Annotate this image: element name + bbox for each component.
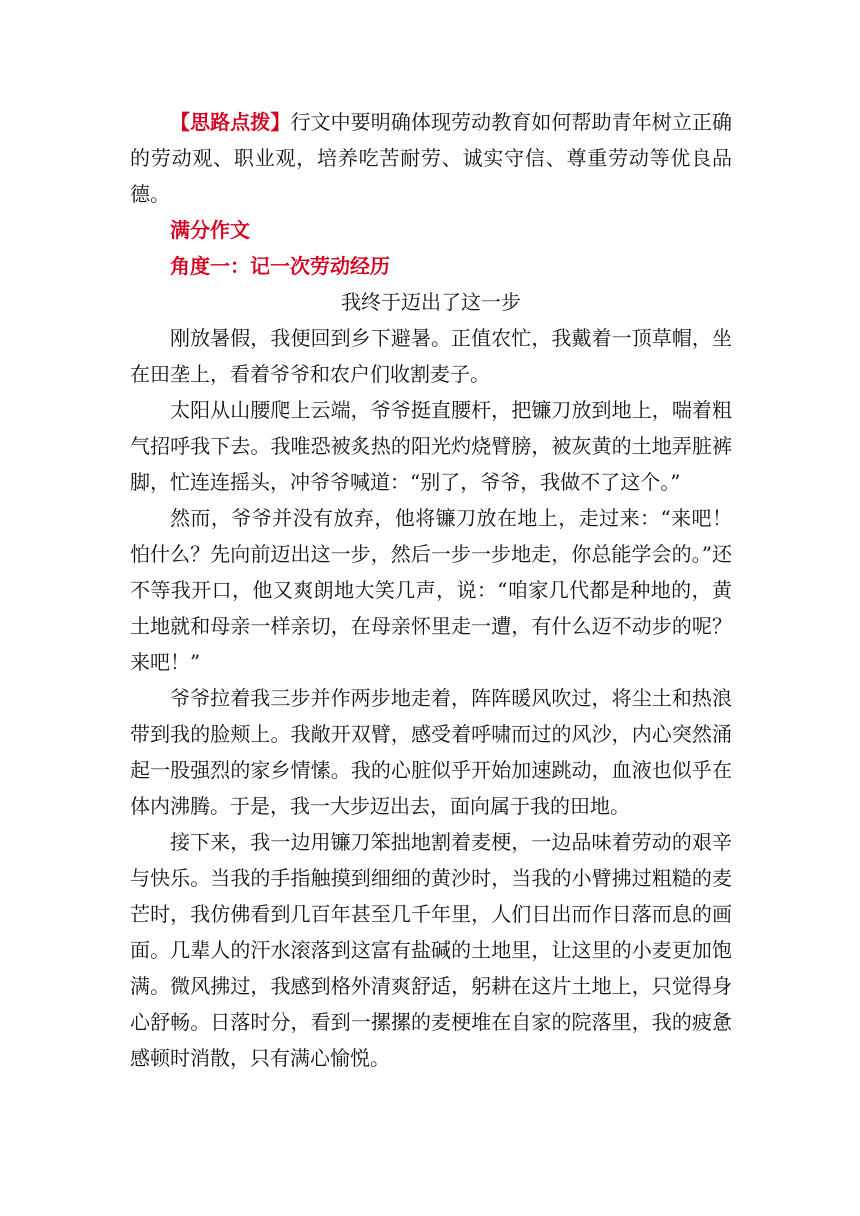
hint-paragraph xyxy=(130,104,732,212)
hint-text: 行文中要明确体现劳动教育如何帮助青年树立正确的劳动观、职业观，培养吃苦耐劳、诚实守信、尊重劳动等优良品德。 xyxy=(130,110,733,206)
essay-paragraph-1: 刚放暑假，我便回到乡下避暑。正值农忙，我戴着一顶草帽，坐在田垄上，看着爷爷和农户们收割麦子。 xyxy=(130,326,732,386)
essay-title: 我终于迈出了这一步 xyxy=(341,290,521,314)
essay-paragraph-3: 然而，爷爷并没有放弃，他将镰刀放在地上，走过来：“来吧！怕什么？先向前迈出这一步，然后一步一步地走，你总能学会的。”还不等我开口，他又爽朗地大笑几声，说：“咱家几代都是种地的，黄土地就和母亲一样亲切，在母亲怀里走一遭，有什么迈不动步的呢？来吧！” xyxy=(130,506,732,674)
section-heading: 满分作文 xyxy=(170,218,250,242)
essay-paragraph-4: 爷爷拉着我三步并作两步地走着，阵阵暖风吹过，将尘土和热浪带到我的脸颊上。我敞开双臂，感受着呼啸而过的风沙，内心突然涌起一股强烈的家乡情愫。我的心脏似乎开始加速跳动，血液也似乎在体内沸腾。于是，我一大步迈出去，面向属于我的田地。 xyxy=(130,686,732,818)
hint-label: 【思路点拨】 xyxy=(170,110,291,134)
essay-paragraph-5: 接下来，我一边用镰刀笨拙地割着麦梗，一边品味着劳动的艰辛与快乐。当我的手指触摸到细细的黄沙时，当我的小臂拂过粗糙的麦芒时，我仿佛看到几百年甚至几千年里，人们日出而作日落而息的画面。几辈人的汗水滚落到这富有盐碱的土地里，让这里的小麦更加饱满。微风拂过，我感到格外清爽舒适，躬耕在这片土地上，只觉得身心舒畅。日落时分，看到一摞摞的麦梗堆在自家的院落里，我的疲惫感顿时消散，只有满心愉悦。 xyxy=(130,830,732,1070)
angle-heading: 角度一：记一次劳动经历 xyxy=(170,254,390,278)
document-page xyxy=(130,104,732,1076)
essay-paragraph-2: 太阳从山腰爬上云端，爷爷挺直腰杆，把镰刀放到地上，喘着粗气招呼我下去。我唯恐被炙热的阳光灼烧臂膀，被灰黄的土地弄脏裤脚，忙连连摇头，冲爷爷喊道：“别了，爷爷，我做不了这个。” xyxy=(130,398,732,494)
